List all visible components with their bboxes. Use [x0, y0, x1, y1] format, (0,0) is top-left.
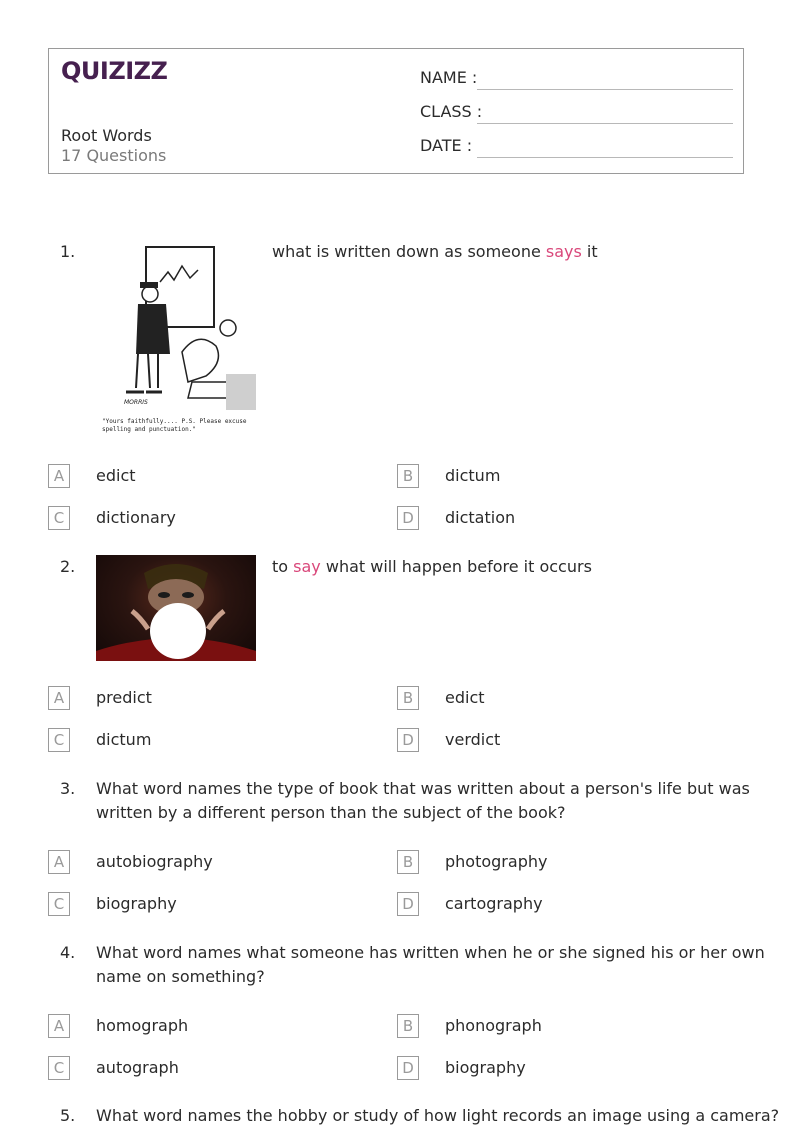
option-4a-text: homograph	[96, 1016, 189, 1035]
option-1c-box[interactable]: C	[48, 506, 70, 530]
cartoon-signature: MORRIS	[124, 399, 148, 406]
option-1a-box[interactable]: A	[48, 464, 70, 488]
option-3d-box[interactable]: D	[397, 892, 419, 916]
option-3c-text: biography	[96, 894, 177, 913]
question-5-number: 5.	[60, 1106, 76, 1125]
option-4d-box[interactable]: D	[397, 1056, 419, 1080]
crystal-ball-drawing	[96, 555, 256, 661]
worksheet-header	[48, 48, 744, 174]
question-1-text: what is written down as someone says it	[272, 242, 598, 261]
name-line[interactable]	[477, 89, 733, 90]
option-3d-text: cartography	[445, 894, 543, 913]
option-1d-box[interactable]: D	[397, 506, 419, 530]
option-4a-box[interactable]: A	[48, 1014, 70, 1038]
question-4-line-1: What word names what someone has written when he or she signed his or her own	[96, 943, 765, 962]
class-label: CLASS :	[420, 102, 483, 121]
option-4d-text: biography	[445, 1058, 526, 1077]
option-3b-text: photography	[445, 852, 548, 871]
option-2a-text: predict	[96, 688, 152, 707]
question-5-line-1: What word names the hobby or study of how light records an image using a camera?	[96, 1106, 780, 1125]
question-4-line-2: name on something?	[96, 967, 265, 986]
option-2c-text: dictum	[96, 730, 152, 749]
option-2c-box[interactable]: C	[48, 728, 70, 752]
option-2b-text: edict	[445, 688, 485, 707]
worksheet-title: Root Words	[61, 126, 152, 145]
quizizz-logo: QUIZIZZ	[61, 57, 168, 85]
cartoon-drawing	[96, 242, 256, 438]
question-1-number: 1.	[60, 242, 76, 261]
option-3a-box[interactable]: A	[48, 850, 70, 874]
option-1c-text: dictionary	[96, 508, 176, 527]
question-3-number: 3.	[60, 779, 76, 798]
cartoon-caption: "Yours faithfully.... P.S. Please excuse spelling and punctuation."	[102, 418, 247, 433]
question-3-line-2: written by a different person than the subject of the book?	[96, 803, 566, 822]
name-label: NAME :	[420, 68, 478, 87]
option-4c-text: autograph	[96, 1058, 179, 1077]
question-2-number: 2.	[60, 557, 76, 576]
option-1b-text: dictum	[445, 466, 501, 485]
question-count: 17 Questions	[61, 146, 167, 165]
cartoon-image	[96, 242, 256, 438]
option-1a-text: edict	[96, 466, 136, 485]
option-4c-box[interactable]: C	[48, 1056, 70, 1080]
option-4b-text: phonograph	[445, 1016, 542, 1035]
option-1b-box[interactable]: B	[397, 464, 419, 488]
question-2-text: to say what will happen before it occurs	[272, 557, 592, 576]
date-label: DATE :	[420, 136, 473, 155]
option-3b-box[interactable]: B	[397, 850, 419, 874]
class-line[interactable]	[477, 123, 733, 124]
option-4b-box[interactable]: B	[397, 1014, 419, 1038]
option-1d-text: dictation	[445, 508, 516, 527]
date-line[interactable]	[477, 157, 733, 158]
crystal-ball-image	[96, 555, 256, 661]
option-3a-text: autobiography	[96, 852, 213, 871]
question-4-number: 4.	[60, 943, 76, 962]
option-2a-box[interactable]: A	[48, 686, 70, 710]
option-2b-box[interactable]: B	[397, 686, 419, 710]
question-3-line-1: What word names the type of book that was written about a person's life but was	[96, 779, 750, 798]
option-2d-text: verdict	[445, 730, 501, 749]
option-3c-box[interactable]: C	[48, 892, 70, 916]
option-2d-box[interactable]: D	[397, 728, 419, 752]
